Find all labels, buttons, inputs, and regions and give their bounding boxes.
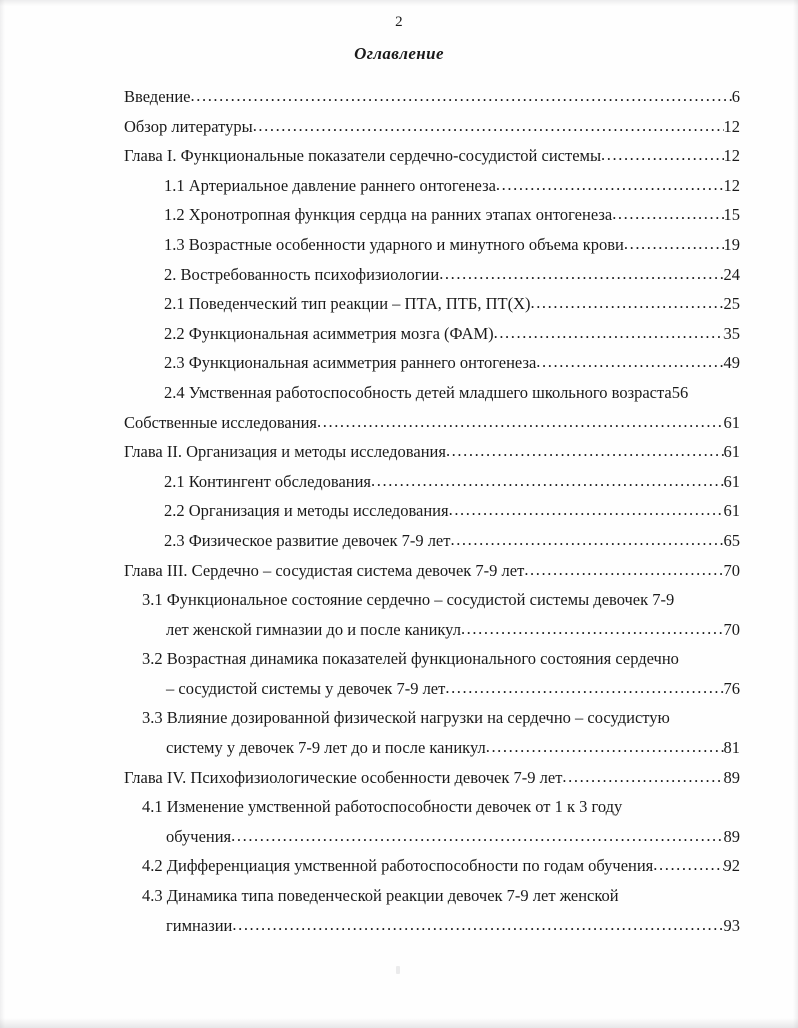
toc-entry[interactable] xyxy=(0,112,798,142)
toc-entry-title: 2.1 Контингент обследования xyxy=(164,471,372,491)
dot-leader xyxy=(317,407,723,437)
toc-entry-page-number: 61 xyxy=(723,442,740,462)
dot-leader xyxy=(494,318,724,348)
dot-leader xyxy=(536,347,723,377)
toc-entry-page-number: 70 xyxy=(723,619,740,639)
toc-entry-page-number: 89 xyxy=(723,767,740,787)
toc-entry-title: Глава I. Функциональные показатели сердечно-сосудистой системы xyxy=(124,146,602,166)
toc-entry-line[interactable] xyxy=(0,378,798,408)
toc-entry-title: 2.4 Умственная работоспособность детей младшего школьного возраста xyxy=(164,382,672,402)
toc-entry-line[interactable] xyxy=(0,851,798,881)
dot-leader xyxy=(445,673,723,703)
toc-entry-title: 2.2 Организация и методы исследования xyxy=(164,501,449,521)
toc-entry-line[interactable] xyxy=(0,467,798,497)
toc-entry-title: Глава III. Сердечно – сосудистая система девочек 7-9 лет xyxy=(124,560,525,580)
toc-entry[interactable] xyxy=(0,141,798,171)
toc-entry-line[interactable] xyxy=(0,348,798,378)
toc-entry-title: 1.3 Возрастные особенности ударного и минутного объема крови xyxy=(164,234,624,254)
toc-entry-title: 4.3 Динамика типа поведенческой реакции девочек 7-9 лет женской xyxy=(142,886,619,906)
toc-entry[interactable] xyxy=(0,437,798,467)
toc-entry-line[interactable] xyxy=(0,881,798,911)
toc-entry-continuation-line[interactable] xyxy=(0,911,798,941)
toc-entry-page-number: 19 xyxy=(723,234,740,254)
page-title: Оглавление xyxy=(354,44,444,63)
toc-entry-title: 4.1 Изменение умственной работоспособности девочек от 1 к 3 году xyxy=(142,797,623,817)
toc-entry-line[interactable] xyxy=(0,319,798,349)
toc-entry-line[interactable] xyxy=(0,230,798,260)
toc-entry-title: Обзор литературы xyxy=(124,116,253,136)
toc-entry-page-number: 89 xyxy=(723,826,740,846)
toc-entry-line[interactable] xyxy=(0,792,798,822)
toc-entry-page-number: 24 xyxy=(723,264,740,284)
toc-entry-page-number: 35 xyxy=(723,323,740,343)
toc-entry-page-number: 70 xyxy=(723,560,740,580)
toc-entry[interactable] xyxy=(0,851,798,881)
toc-entry-line[interactable] xyxy=(0,585,798,615)
dot-leader xyxy=(530,288,723,318)
toc-entry-continuation-line[interactable] xyxy=(0,674,798,704)
toc-entry-title: 2.2 Функциональная асимметрия мозга (ФАМ) xyxy=(164,323,494,343)
toc-entry-page-number: 25 xyxy=(723,294,740,314)
dot-leader xyxy=(562,762,723,792)
toc-entry-continuation-text: гимназии xyxy=(166,915,233,935)
scan-artifact-top xyxy=(0,0,798,6)
scan-speck xyxy=(396,966,400,974)
toc-entry-line[interactable] xyxy=(0,408,798,438)
dot-leader xyxy=(624,229,724,259)
toc-entry-line[interactable] xyxy=(0,141,798,171)
toc-entry[interactable] xyxy=(0,526,798,556)
toc-entry-page-number: 12 xyxy=(723,175,740,195)
toc-entry-continuation-line[interactable] xyxy=(0,615,798,645)
toc-entry[interactable] xyxy=(0,408,798,438)
dot-leader xyxy=(601,140,723,170)
toc-entry-page-number: 92 xyxy=(723,856,740,876)
toc-entry-page-number: 12 xyxy=(723,116,740,136)
dot-leader xyxy=(439,259,723,289)
toc-entry[interactable] xyxy=(0,319,798,349)
toc-entry-title: Введение xyxy=(124,87,191,106)
toc-entry-continuation-line[interactable] xyxy=(0,733,798,763)
toc-entry-page-number: 93 xyxy=(723,915,740,935)
toc-entry-title: 2.1 Поведенческий тип реакции – ПТА, ПТБ, ПТ(Х) xyxy=(164,294,531,314)
dot-leader xyxy=(612,199,723,229)
toc-entry-line[interactable] xyxy=(0,496,798,526)
dot-leader xyxy=(486,732,724,762)
toc-entry-page-number: 61 xyxy=(723,501,740,521)
toc-entry-title: Глава IV. Психофизиологические особенности девочек 7-9 лет xyxy=(124,767,563,787)
toc-entry-continuation-text: – сосудистой системы у девочек 7-9 лет xyxy=(166,678,446,698)
toc-entry-title: 1.1 Артериальное давление раннего онтогенеза xyxy=(164,175,496,195)
toc-entry[interactable] xyxy=(0,289,798,319)
toc-entry-title: 2. Востребованность психофизиологии xyxy=(164,264,440,284)
toc-entry-page-number: 81 xyxy=(723,738,740,758)
toc-entry-title: 4.2 Дифференциация умственной работоспособности по годам обучения xyxy=(142,856,654,876)
toc-entry-line[interactable] xyxy=(0,260,798,290)
toc-entry-title: 2.3 Физическое развитие девочек 7-9 лет xyxy=(164,530,451,550)
toc-entry-line[interactable] xyxy=(0,200,798,230)
dot-leader xyxy=(450,525,723,555)
toc-entry[interactable] xyxy=(0,763,798,793)
toc-entry-line[interactable] xyxy=(0,703,798,733)
toc-entry[interactable] xyxy=(0,585,798,644)
toc-entry-line[interactable] xyxy=(0,171,798,201)
toc-entry-page-number: 76 xyxy=(723,678,740,698)
scan-artifact-bottom xyxy=(0,1018,798,1028)
toc-entry-page-number: 61 xyxy=(723,412,740,432)
toc-entry-title: Глава II. Организация и методы исследования xyxy=(124,442,446,462)
toc-entry-page-number: 56 xyxy=(671,382,689,402)
toc-entry[interactable] xyxy=(0,703,798,762)
toc-entry-continuation-text: обучения xyxy=(166,826,232,846)
toc-entry[interactable] xyxy=(0,556,798,586)
toc-entry-line[interactable] xyxy=(0,763,798,793)
toc-entry-page-number: 12 xyxy=(723,146,740,166)
dot-leader xyxy=(653,850,723,880)
dot-leader xyxy=(371,466,723,496)
toc-entry-line[interactable] xyxy=(0,437,798,467)
dot-leader xyxy=(232,910,723,940)
toc-entry-line[interactable] xyxy=(0,112,798,142)
toc-entry-continuation-text: систему у девочек 7-9 лет до и после каникул xyxy=(166,738,486,758)
toc-entry-line[interactable] xyxy=(0,82,798,112)
toc-entry-title: 1.2 Хронотропная функция сердца на ранних этапах онтогенеза xyxy=(164,205,613,225)
page-number-folio: 2 xyxy=(395,14,403,30)
toc-entry[interactable] xyxy=(0,467,798,497)
toc-entry-page-number: 65 xyxy=(723,530,740,550)
toc-entry-line[interactable] xyxy=(0,556,798,586)
toc-entry-page-number: 6 xyxy=(731,87,740,106)
toc-entry[interactable] xyxy=(0,171,798,201)
toc-entry-title: Собственные исследования xyxy=(124,412,318,432)
toc-entry-title: 3.2 Возрастная динамика показателей функционального состояния сердечно xyxy=(142,649,679,669)
toc-entry-title: 3.3 Влияние дозированной физической нагрузки на сердечно – сосудистую xyxy=(142,708,670,728)
toc-entry-line[interactable] xyxy=(0,644,798,674)
dot-leader xyxy=(231,821,723,851)
toc-entry-page-number: 61 xyxy=(723,471,740,491)
dot-leader xyxy=(446,436,724,466)
toc-entry[interactable] xyxy=(0,82,798,112)
dot-leader xyxy=(524,555,723,585)
toc-entry[interactable] xyxy=(0,348,798,378)
toc-entry-title: 3.1 Функциональное состояние сердечно – сосудистой системы девочек 7-9 xyxy=(142,590,675,610)
dot-leader xyxy=(496,170,724,200)
dot-leader xyxy=(191,81,732,111)
toc-entry[interactable] xyxy=(0,260,798,290)
toc-entry[interactable] xyxy=(0,881,798,940)
toc-entry-page-number: 15 xyxy=(723,205,740,225)
dot-leader xyxy=(461,614,724,644)
toc-entry[interactable] xyxy=(0,230,798,260)
toc-entry[interactable] xyxy=(0,792,798,851)
toc-entry-continuation-text: лет женской гимназии до и после каникул xyxy=(166,619,461,639)
toc-entry-line[interactable] xyxy=(0,526,798,556)
toc-entry-page-number: 49 xyxy=(723,353,740,373)
toc-entry[interactable] xyxy=(0,200,798,230)
toc-entry[interactable] xyxy=(0,378,798,408)
dot-leader xyxy=(449,495,724,525)
toc-entry-line[interactable] xyxy=(0,289,798,319)
dot-leader xyxy=(253,111,724,141)
toc-entry[interactable] xyxy=(0,496,798,526)
toc-entry[interactable] xyxy=(0,644,798,703)
toc-entry-continuation-line[interactable] xyxy=(0,822,798,852)
table-of-contents xyxy=(0,82,798,940)
toc-entry-title: 2.3 Функциональная асимметрия раннего онтогенеза xyxy=(164,353,537,373)
